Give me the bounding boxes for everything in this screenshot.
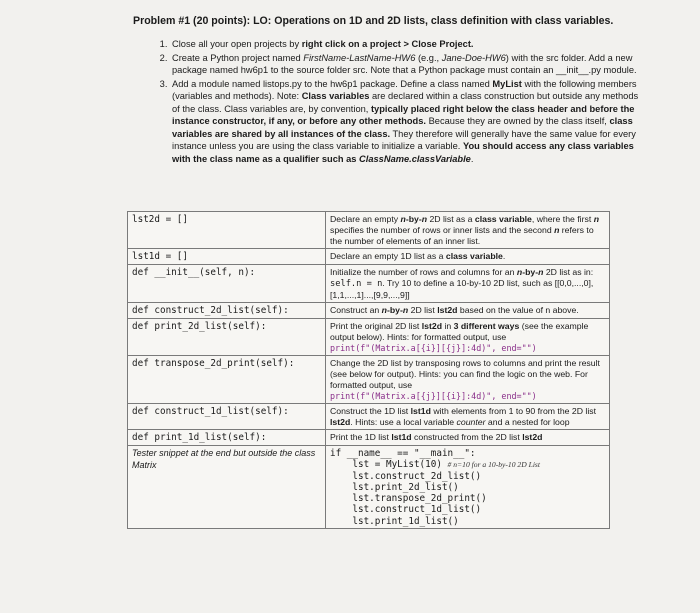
- desc-n: n: [538, 267, 544, 277]
- member-lst1d-desc: [326, 249, 610, 265]
- member-construct-2d: def construct_2d_list(self):: [128, 303, 326, 319]
- step-3-text-e: are declared within a class construction but outside any methods of the class. Class variables are, by convention,: [172, 91, 639, 114]
- desc-n: n: [421, 214, 428, 224]
- tester-snippet: [326, 446, 610, 529]
- table-row: [128, 265, 610, 303]
- member-print-2d: def print_2d_list(self):: [128, 319, 326, 356]
- step-2-example-name: Jane-Doe-HW6: [441, 52, 506, 63]
- member-construct-2d-desc: [326, 303, 610, 319]
- step-3-class-name: MyList: [492, 78, 522, 89]
- desc-bold: lst1d: [391, 432, 412, 442]
- step-2: [170, 52, 640, 77]
- member-print-2d-desc: [326, 319, 610, 356]
- desc-text: . Try 10 to define a 10-by-10 2D list, such as [[0,0,...,0],[1,1,...,1]...,[9,9,...,9]]: [330, 278, 594, 300]
- table-row: [128, 303, 610, 319]
- table-row: [128, 212, 610, 249]
- step-3-text-i: They therefore will generally have the same value for every instance unless you are using the class variable to initialize a variable.: [172, 128, 636, 151]
- step-1: [170, 38, 640, 51]
- desc-text: (see the example output below). Hints: for formatted output, use: [330, 321, 589, 342]
- instruction-steps: [140, 38, 640, 166]
- desc-bold: class variable: [445, 251, 503, 261]
- member-transpose-desc: [326, 356, 610, 404]
- step-3-access: You should access any class variables with the class name as a qualifier such as: [172, 141, 634, 164]
- step-3-period: .: [470, 153, 474, 164]
- member-init: def __init__(self, n):: [128, 265, 326, 303]
- desc-bold: lst1d: [410, 406, 431, 416]
- desc-n: n: [381, 305, 387, 315]
- member-lst1d: lst1d = []: [128, 249, 326, 265]
- desc-bold: lst2d: [330, 417, 351, 427]
- desc-n: n: [593, 214, 599, 224]
- desc-text: specifies the number of rows or inner lists and the second: [330, 225, 555, 235]
- member-transpose: def transpose_2d_print(self):: [128, 356, 326, 404]
- member-print-1d-desc: [326, 430, 610, 446]
- member-construct-1d-desc: [326, 404, 610, 430]
- desc-by: -by-: [386, 305, 403, 315]
- step-1-bold: right click on a project > Close Project.: [301, 39, 474, 49]
- desc-text: . Hints: use a local variable: [350, 417, 457, 427]
- desc-text: Declare an empty: [330, 214, 401, 224]
- desc-code: self.n = n: [330, 279, 383, 289]
- desc-text: Change the 2D list by transposing rows to columns and print the result (see below for output). Hints: you can find the logic on the web. For formatted output, use: [330, 358, 600, 390]
- step-2-text-c: (e.g.,: [415, 52, 442, 63]
- desc-text: Print the 1D list: [330, 432, 392, 442]
- member-lst2d-desc: [326, 212, 610, 249]
- desc-text: based on the value of n above.: [457, 305, 579, 315]
- table-row: [128, 446, 610, 529]
- desc-text: Initialize the number of rows and columns for an: [330, 267, 517, 277]
- code-line: lst.print_2d_list(): [330, 481, 459, 493]
- desc-text: Construct the 1D list: [330, 406, 411, 416]
- desc-text: , where the first: [531, 214, 594, 224]
- desc-n: n: [554, 225, 560, 235]
- desc-text: and a nested for loop: [485, 417, 570, 427]
- desc-bold: 3 different ways: [453, 321, 520, 331]
- desc-bold: class variable: [474, 214, 532, 224]
- code-text: lst = MyList(10): [330, 459, 448, 471]
- step-3-class-variables: Class variables: [301, 91, 370, 101]
- step-3-placement: typically placed right below the class header and before the instance constructor, if any, or before any other methods.: [172, 103, 635, 126]
- code-line: lst.construct_1d_list(): [330, 504, 482, 516]
- code-line: lst.construct_2d_list(): [330, 470, 482, 482]
- desc-text: 2D list as in:: [543, 267, 594, 277]
- table-row: [128, 249, 610, 265]
- desc-n: n: [400, 214, 406, 224]
- code-line: lst.print_1d_list(): [330, 515, 459, 527]
- desc-text: Construct an: [330, 305, 382, 315]
- step-3-text-a: Add a module named listops.py to the hw6p1 package. Define a class named: [172, 78, 493, 89]
- print-hint: print(f"(Matrix.a[{i}][{j}]:4d)", end=""): [330, 343, 537, 353]
- code-line: [330, 459, 606, 470]
- code-comment: # n=10 for a 10-by-10 2D List: [447, 460, 540, 470]
- step-1-text: Close all your open projects by: [172, 39, 302, 49]
- step-3-text-g: Because they are owned by the class itself,: [426, 116, 610, 126]
- member-construct-1d: def construct_1d_list(self):: [128, 404, 326, 430]
- step-3-shared: class variables are shared by all instances of the class.: [172, 116, 633, 139]
- tester-label: Tester snippet at the end but outside the class Matrix: [128, 446, 326, 529]
- desc-n: n: [402, 305, 409, 315]
- code-line: if __name__ == "__main__":: [330, 448, 476, 459]
- desc-n: n: [516, 267, 523, 277]
- member-print-1d: def print_1d_list(self):: [128, 430, 326, 446]
- step-2-project-name: FirstName-LastName-HW6: [303, 52, 416, 63]
- problem-title: Problem #1 (20 points): LO: Operations on 1D and 2D lists, class definition with class variables.: [133, 15, 614, 27]
- table-row: [128, 404, 610, 430]
- desc-bold: lst2d: [437, 305, 458, 315]
- members-table: [127, 211, 610, 529]
- step-2-text-e: ) with the src folder. Add a new package named hw6p1 to the source folder src. Note that a Python package must contain an __init__.py module.: [172, 52, 637, 75]
- desc-bold: lst2d: [421, 321, 443, 331]
- step-3-qualifier: ClassName.classVariable: [359, 153, 471, 164]
- desc-text: in: [442, 321, 454, 331]
- desc-text: .: [502, 251, 506, 261]
- desc-text: with elements from 1 to 90 from the 2D list: [430, 406, 597, 416]
- code-line: lst.transpose_2d_print(): [330, 493, 487, 505]
- table-row: [128, 319, 610, 356]
- desc-by: -by-: [522, 267, 539, 277]
- step-3: [170, 78, 640, 166]
- table-row: [128, 356, 610, 404]
- step-3-text-c: with the following members (variables and methods). Note:: [172, 78, 637, 101]
- desc-italic: counter: [456, 417, 486, 427]
- print-hint: print(f"(Matrix.a[{j}][{i}]:4d)", end=""): [330, 391, 537, 401]
- desc-text: Declare an empty 1D list as a: [330, 251, 446, 261]
- member-init-desc: [326, 265, 610, 303]
- desc-text: Print the original 2D list: [330, 321, 422, 331]
- desc-text: 2D list: [408, 305, 438, 315]
- desc-text: refers to the number of elements of an inner list.: [330, 225, 594, 246]
- table-row: [128, 430, 610, 446]
- desc-bold: lst2d: [522, 432, 543, 442]
- desc-text: constructed from the 2D list: [411, 432, 523, 442]
- desc-by: -by-: [405, 214, 422, 224]
- member-lst2d: lst2d = []: [128, 212, 326, 249]
- step-2-text-a: Create a Python project named: [172, 52, 304, 63]
- desc-text: 2D list as a: [427, 214, 475, 224]
